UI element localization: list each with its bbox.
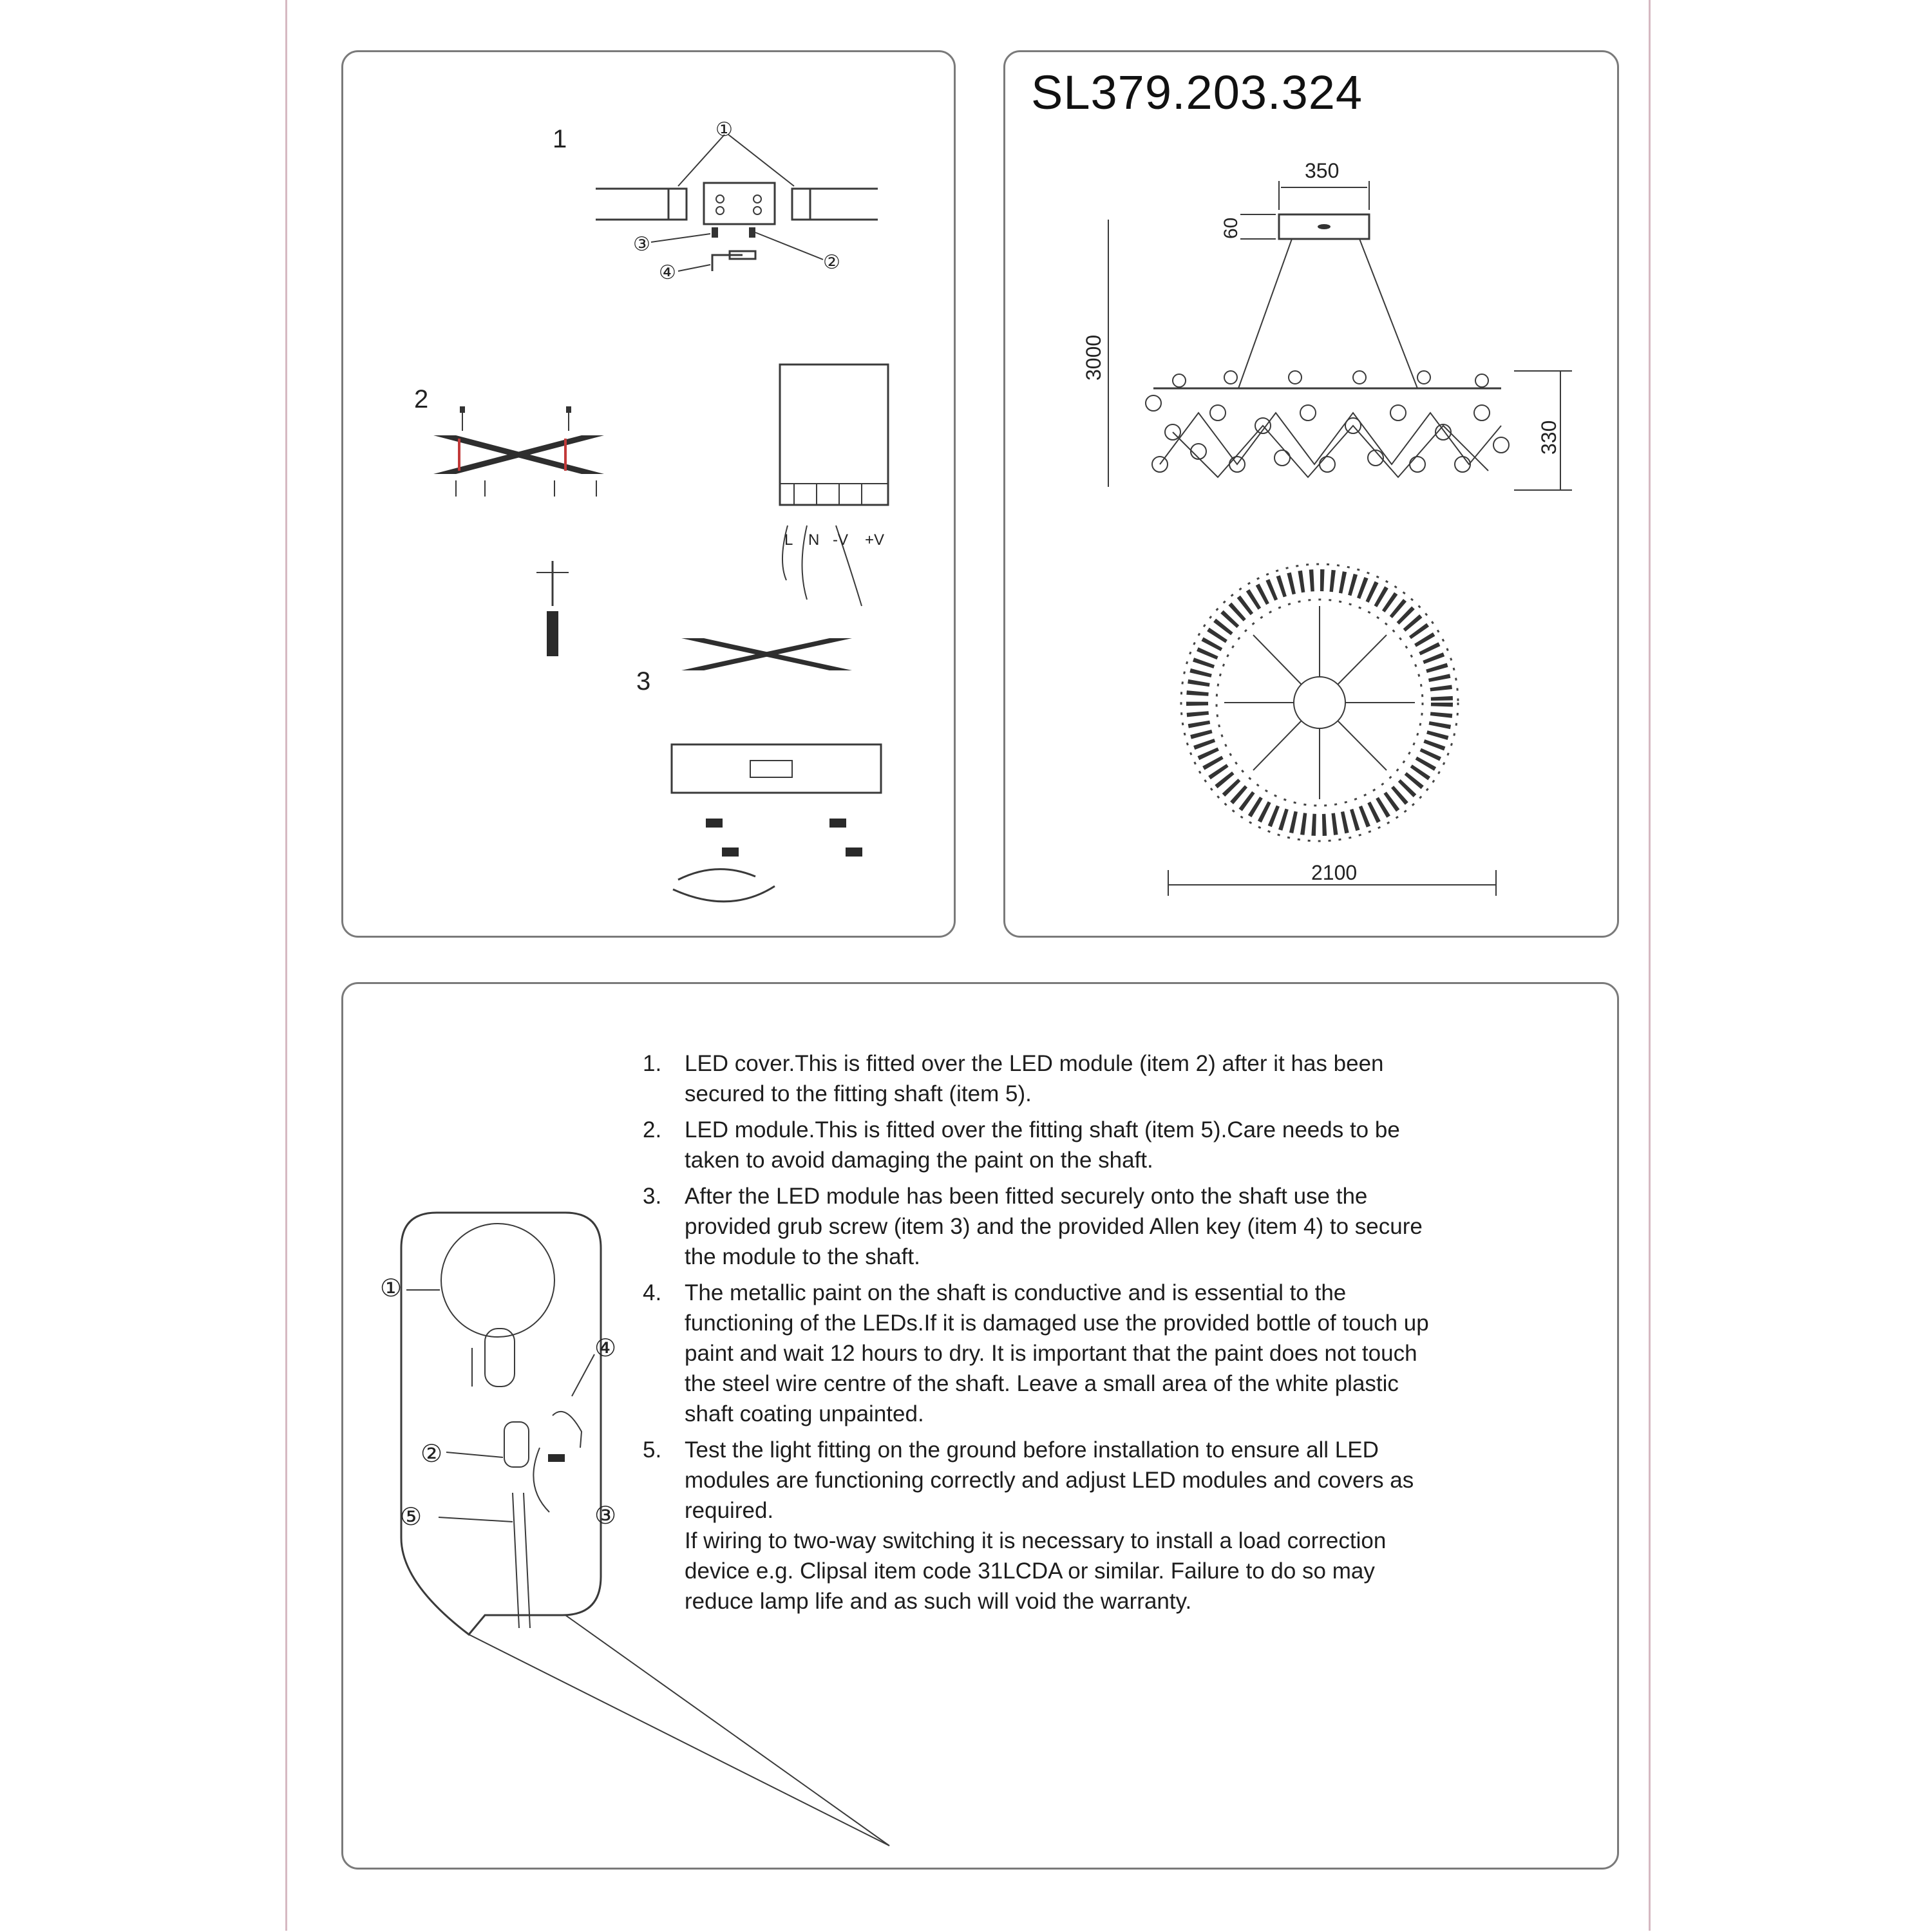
led-driver [780, 365, 888, 606]
detail-callout-4: ④ [594, 1335, 617, 1362]
dimension-drawing [1005, 52, 1621, 940]
instruction-item [643, 1048, 1448, 1109]
assembly-diagram [343, 52, 958, 940]
model-code: SL379.203.324 [1031, 66, 1363, 119]
instruction-item [643, 1115, 1448, 1175]
step-3-label: 3 [636, 667, 651, 696]
detail-callout-1: ① [380, 1275, 402, 1302]
canopy-height-dimension: 60 [1220, 217, 1242, 239]
callout-3: ③ [633, 234, 650, 255]
detail-callout-3: ③ [594, 1502, 617, 1530]
step-3-cross-bracket [672, 638, 881, 902]
instruction-text: The metallic paint on the shaft is conductive and is essential to the functioning of the LEDs.If it is damaged use the provided bottle of touch up paint and wait 12 hours to dry. It is important that the paint does not touch the steel wire centre of the shaft. Leave a small area of the white plastic shaft coating unpainted. [685, 1280, 1429, 1426]
canopy [1220, 159, 1369, 239]
assembly-steps-panel [341, 50, 956, 938]
overall-height-dimension: 3000 [1082, 334, 1105, 381]
instruction-item [643, 1435, 1448, 1616]
instruction-number: 2. [643, 1117, 662, 1142]
body-height-dimension: 330 [1537, 420, 1560, 455]
instruction-text: Test the light fitting on the ground before installation to ensure all LED modules are functioning correctly and adjust LED modules and covers as required. [685, 1437, 1414, 1523]
terminal-n: N [808, 531, 820, 549]
instruction-text: After the LED module has been fitted securely onto the shaft use the provided grub screw (item 3) and the provided Allen key (item 4) to secure the module to the shaft. [685, 1184, 1423, 1269]
instruction-text: LED cover.This is fitted over the LED module (item 2) after it has been secured to the fitting shaft (item 5). [685, 1051, 1384, 1106]
terminal-neg-v: -V [833, 531, 848, 549]
terminal-l: L [784, 531, 793, 549]
instruction-number: 5. [643, 1437, 662, 1463]
instruction-note: If wiring to two-way switching it is necessary to install a load correction device e.g. Clipsal item code 31LCDA or similar. Failure to do so may reduce lamp life and as such will void the warranty. [685, 1528, 1387, 1614]
top-view-ring [1181, 564, 1458, 841]
step-2-cross-bracket [433, 406, 604, 656]
instruction-number: 1. [643, 1051, 662, 1076]
detail-callout-2: ② [421, 1441, 443, 1468]
installation-instructions [643, 1048, 1448, 1622]
step-2-label: 2 [414, 385, 429, 413]
instruction-item [643, 1278, 1448, 1429]
instruction-number: 3. [643, 1184, 662, 1209]
callout-2: ② [823, 252, 840, 273]
dimensions-panel [1003, 50, 1619, 938]
terminal-pos-v: +V [865, 531, 885, 549]
callout-4: ④ [659, 262, 676, 283]
instructions-panel [341, 982, 1619, 1870]
detail-callout-5: ⑤ [400, 1504, 422, 1531]
step-1-connector-diagram [596, 119, 878, 283]
canopy-width-dimension: 350 [1305, 159, 1340, 182]
instruction-text: LED module.This is fitted over the fitting shaft (item 5).Care needs to be taken to avoid damaging the paint on the shaft. [685, 1117, 1400, 1173]
callout-1: ① [715, 119, 733, 140]
instruction-item [643, 1181, 1448, 1272]
instruction-number: 4. [643, 1280, 662, 1305]
side-view-body [1146, 371, 1509, 477]
step-1-label: 1 [553, 125, 567, 153]
diameter-dimension: 2100 [1311, 861, 1358, 884]
